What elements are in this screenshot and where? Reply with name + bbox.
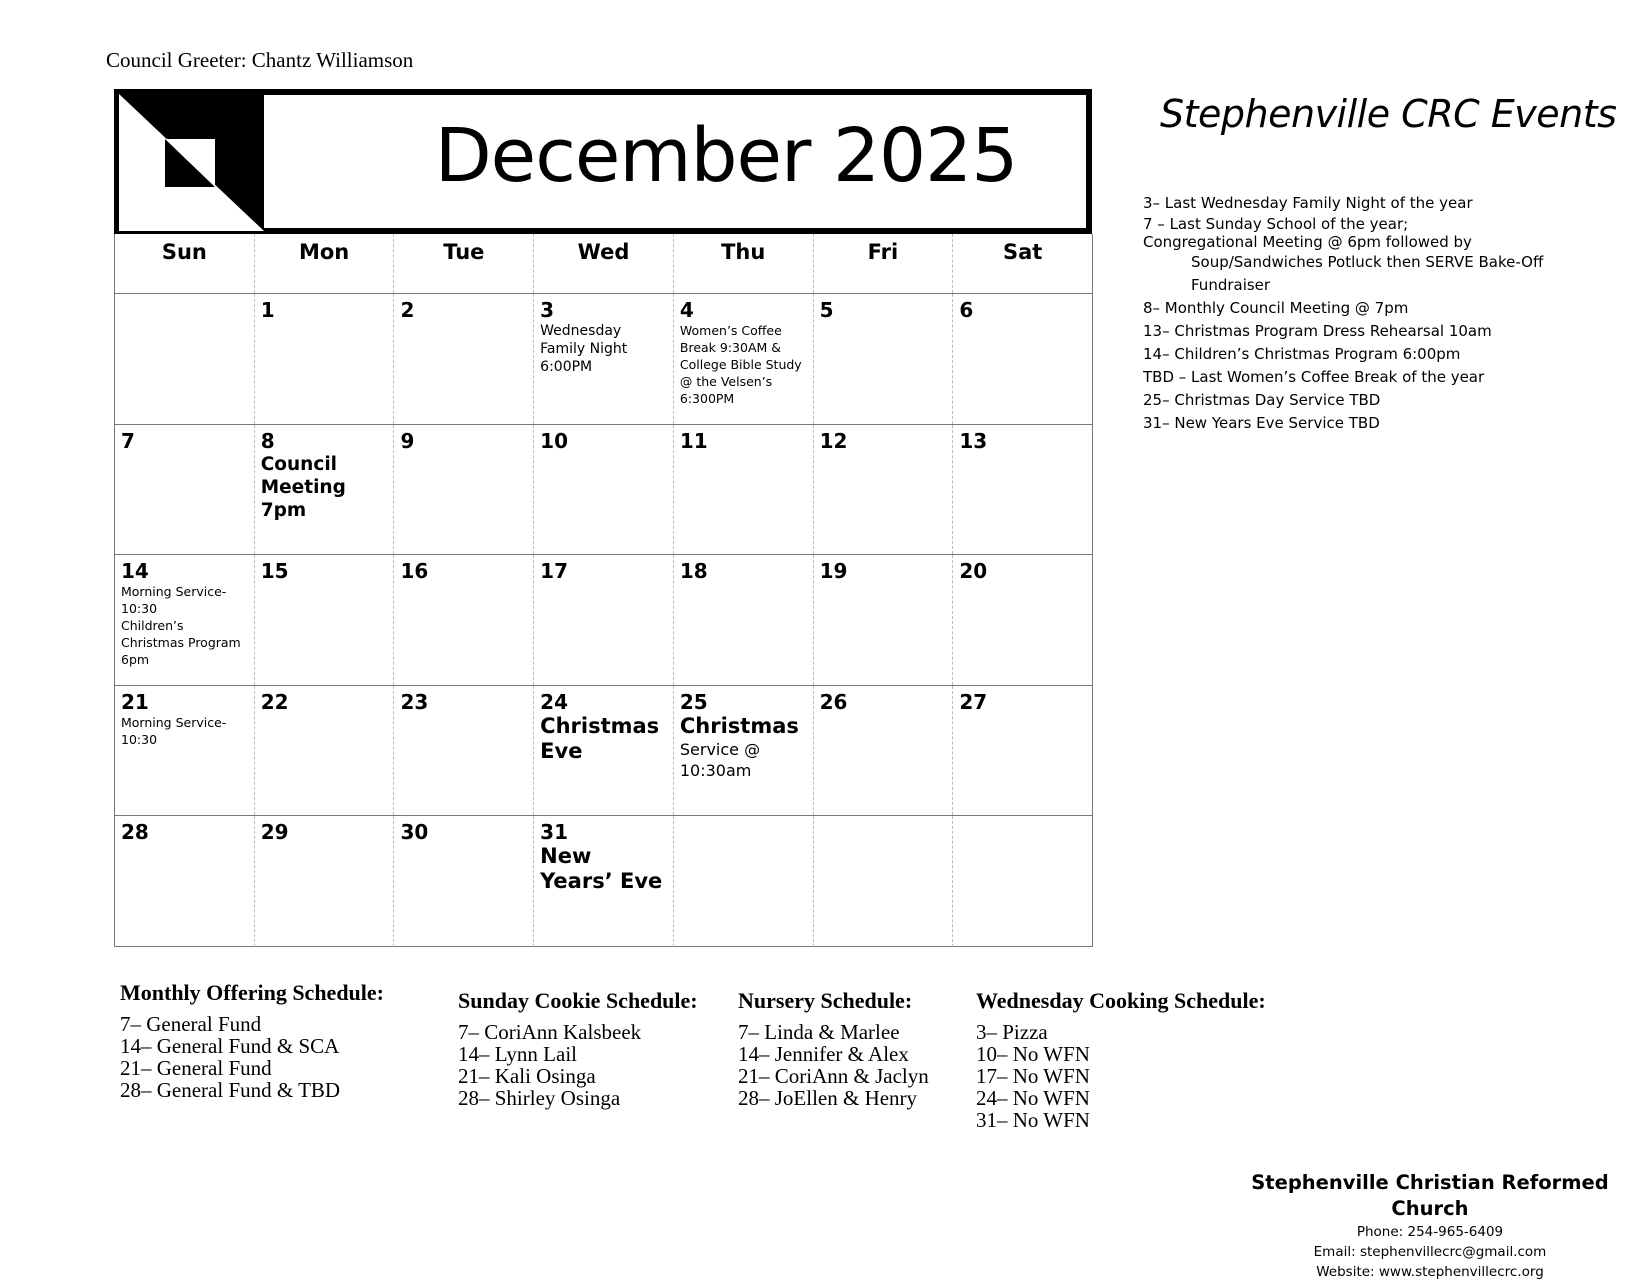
- schedule-item: 14– Jennifer & Alex: [738, 1042, 909, 1066]
- day-event: Christmas Eve: [540, 713, 660, 763]
- day-number: 25: [679, 689, 708, 714]
- schedule-item: 21– General Fund: [120, 1056, 272, 1080]
- event-item: TBD – Last Women’s Coffee Break of the year: [1143, 368, 1485, 386]
- day-event: Morning Service- 10:30: [121, 584, 227, 616]
- day-number: 1: [260, 298, 275, 322]
- calendar-header: [114, 89, 1092, 234]
- schedule-item: 3– Pizza: [976, 1020, 1048, 1044]
- days-of-week-row: [115, 234, 1092, 294]
- month-title: December 2025: [434, 113, 1018, 199]
- day-event: Service @ 10:30am: [679, 739, 761, 780]
- day-event: Wednesday Family Night 6:00PM: [540, 323, 628, 375]
- schedule-item: 7– General Fund: [120, 1012, 262, 1036]
- events-panel-title: Stephenville CRC Events: [1160, 92, 1617, 136]
- offering-schedule: [120, 982, 384, 1101]
- day-number: 30: [400, 820, 429, 844]
- day-event: Morning Service- 10:30: [121, 714, 227, 747]
- day-number: 10: [540, 428, 568, 453]
- day-number: 11: [679, 428, 708, 453]
- calendar-week-row: [115, 816, 1092, 947]
- day-cell: [813, 425, 953, 555]
- day-cell: [254, 294, 394, 424]
- church-contact: [1220, 1170, 1640, 1282]
- day-number: 13: [959, 428, 988, 453]
- schedule-item: 24– No WFN: [976, 1086, 1090, 1110]
- calendar-week-row: [115, 686, 1092, 817]
- schedule-item: 7– Linda & Marlee: [738, 1020, 900, 1044]
- day-cell: [952, 816, 1092, 947]
- day-cell: [673, 686, 813, 816]
- day-cell: [254, 425, 394, 555]
- day-number: 20: [959, 559, 988, 583]
- calendar-week-row: [115, 425, 1092, 556]
- events-panel-list: [1143, 192, 1623, 435]
- schedule-item: 28– JoEllen & Henry: [738, 1086, 918, 1110]
- day-number: 6: [959, 298, 974, 322]
- day-cell: [115, 816, 254, 947]
- day-cell: [115, 686, 254, 816]
- event-item: 31– New Years Eve Service TBD: [1143, 414, 1380, 432]
- event-item: 7 – Last Sunday School of the year;: [1143, 215, 1409, 233]
- day-cell: [952, 555, 1092, 685]
- day-number: 24: [540, 689, 568, 714]
- schedule-title: Monthly Offering Schedule:: [120, 980, 384, 1005]
- day-number: 28: [121, 820, 149, 844]
- calendar-grid: [114, 234, 1093, 947]
- event-item: Fundraiser: [1191, 276, 1271, 294]
- church-website[interactable]: Website: www.stephenvillecrc.org: [1316, 1264, 1544, 1280]
- day-cell: [393, 686, 533, 816]
- church-email[interactable]: Email: stephenvillecrc@gmail.com: [1313, 1244, 1547, 1260]
- day-number: 22: [260, 689, 289, 714]
- day-number: 9: [400, 428, 415, 453]
- day-number: 12: [819, 428, 848, 453]
- day-cell: [813, 294, 953, 424]
- schedule-item: 7– CoriAnn Kalsbeek: [458, 1020, 642, 1044]
- day-cell: [952, 425, 1092, 555]
- day-event: Christmas: [679, 713, 799, 738]
- calendar-week-row: [115, 294, 1092, 425]
- day-number: 4: [679, 298, 694, 322]
- schedule-item: 21– Kali Osinga: [458, 1064, 596, 1088]
- schedule-item: 17– No WFN: [976, 1064, 1090, 1088]
- schedule-item: 14– General Fund & SCA: [120, 1034, 340, 1058]
- day-number: 29: [260, 820, 289, 844]
- day-cell: [115, 294, 254, 424]
- day-event: Women’s Coffee Break 9:30AM & College Bible Study @ the Velsen’s 6:300PM: [679, 323, 802, 406]
- day-of-week: Fri: [813, 234, 953, 293]
- day-of-week: Tue: [393, 234, 533, 293]
- day-cell: [952, 294, 1092, 424]
- schedule-item: 14– Lynn Lail: [458, 1042, 577, 1066]
- schedule-title: Wednesday Cooking Schedule:: [976, 988, 1266, 1013]
- schedule-title: Nursery Schedule:: [738, 988, 913, 1013]
- day-number: 21: [121, 689, 149, 714]
- day-of-week: Sat: [952, 234, 1092, 293]
- cooking-schedule: [976, 990, 1266, 1131]
- schedule-item: 28– General Fund & TBD: [120, 1078, 341, 1102]
- day-number: 31: [540, 820, 568, 844]
- day-number: 14: [121, 559, 149, 583]
- calendar-week-row: [115, 555, 1092, 686]
- event-item: Soup/Sandwiches Potluck then SERVE Bake-Off: [1191, 253, 1544, 271]
- day-cell: [673, 555, 813, 685]
- day-event: New Years’ Eve: [540, 844, 663, 893]
- day-of-week: Sun: [161, 240, 207, 264]
- day-cell: [115, 425, 254, 555]
- day-cell: [673, 816, 813, 947]
- schedule-item: 21– CoriAnn & Jaclyn: [738, 1064, 929, 1088]
- event-item: 25– Christmas Day Service TBD: [1143, 391, 1381, 409]
- day-cell: [393, 555, 533, 685]
- day-cell: [393, 294, 533, 424]
- schedule-item: 10– No WFN: [976, 1042, 1090, 1066]
- quilt-block-logo-icon: [119, 94, 264, 231]
- schedule-item: 28– Shirley Osinga: [458, 1086, 621, 1110]
- day-cell: [533, 294, 673, 424]
- schedule-item: 31– No WFN: [976, 1108, 1090, 1132]
- day-number: 3: [540, 298, 555, 322]
- day-cell: [115, 555, 254, 685]
- day-number: 7: [121, 428, 135, 453]
- day-number: 27: [959, 689, 988, 714]
- day-cell: [254, 816, 394, 947]
- event-item: Congregational Meeting @ 6pm followed by: [1143, 233, 1472, 251]
- day-cell: [254, 555, 394, 685]
- event-item: 8– Monthly Council Meeting @ 7pm: [1143, 299, 1409, 317]
- schedule-title: Sunday Cookie Schedule:: [458, 988, 698, 1013]
- cookie-schedule: [458, 990, 698, 1109]
- day-cell: [533, 816, 673, 947]
- day-number: 2: [400, 298, 415, 322]
- day-number: 15: [260, 559, 289, 583]
- event-item: 14– Children’s Christmas Program 6:00pm: [1143, 345, 1461, 363]
- day-event: Children’s Christmas Program 6pm: [121, 618, 241, 667]
- day-cell: [393, 816, 533, 947]
- day-number: 18: [679, 559, 708, 583]
- day-cell: [673, 425, 813, 555]
- day-number: 19: [819, 559, 848, 583]
- event-item: 3– Last Wednesday Family Night of the year: [1143, 194, 1473, 212]
- council-greeter: Council Greeter: Chantz Williamson: [106, 48, 414, 72]
- day-cell: [813, 686, 953, 816]
- day-cell: [533, 425, 673, 555]
- day-of-week: Mon: [254, 234, 394, 293]
- day-cell: [393, 425, 533, 555]
- day-number: 17: [540, 559, 568, 583]
- day-of-week: Thu: [673, 234, 813, 293]
- day-number: 8: [260, 428, 275, 453]
- day-event: Council Meeting 7pm: [260, 453, 346, 521]
- event-item: 13– Christmas Program Dress Rehearsal 10am: [1143, 322, 1492, 340]
- day-cell: [952, 686, 1092, 816]
- day-of-week: Wed: [533, 234, 673, 293]
- church-phone: Phone: 254-965-6409: [1356, 1224, 1504, 1240]
- church-name: Stephenville Christian Reformed Church: [1251, 1171, 1609, 1220]
- day-number: 5: [819, 298, 834, 322]
- nursery-schedule: [738, 990, 929, 1109]
- day-cell: [533, 555, 673, 685]
- day-number: 16: [400, 559, 429, 583]
- day-number: 26: [819, 689, 848, 714]
- day-number: 23: [400, 689, 429, 714]
- day-cell: [533, 686, 673, 816]
- day-cell: [813, 555, 953, 685]
- day-cell: [813, 816, 953, 947]
- day-cell: [673, 294, 813, 424]
- day-cell: [254, 686, 394, 816]
